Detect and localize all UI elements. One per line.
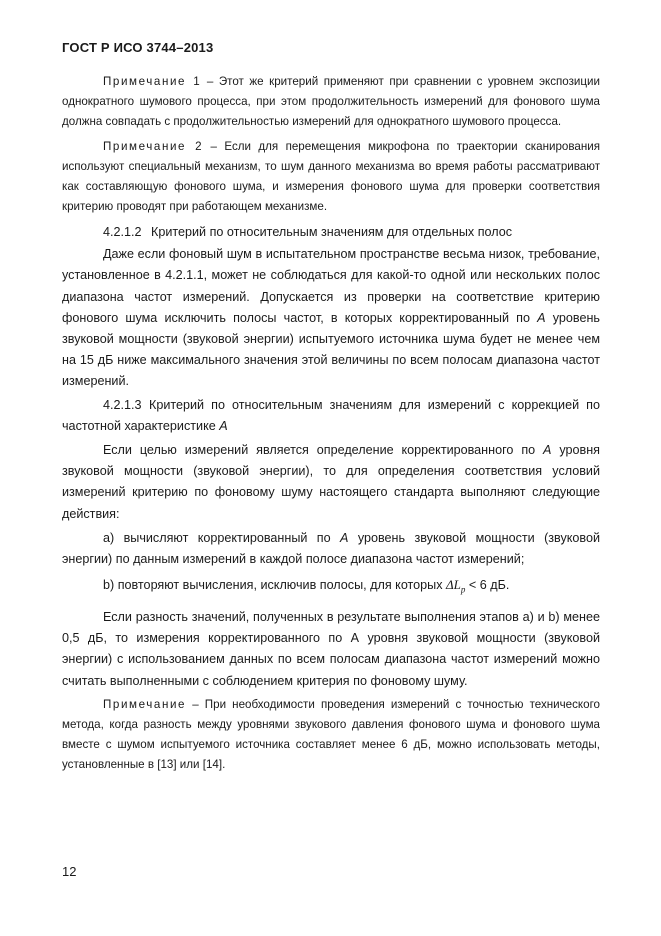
paragraph-difference: Если разность значений, полученных в результате выполнения этапов a) и b) менее 0,5 дБ, то измерения корректированного по А уровня звуковой мощности (звуковой энергии) с использованием данных по всем полосам диапазона частот измерений можно считать выполненными с соблюдением критерия по фоновому шуму.	[62, 610, 600, 688]
note-1-label: Примечание 1	[103, 75, 202, 88]
paragraph-4-2-1-3-part-b: уровня звуковой мощности (звуковой энергии), то для определения соответствия условий измерений критерию по фоновому шуму настоящего стандарта выполняют следующие действия:	[62, 443, 600, 521]
page-content	[62, 72, 600, 775]
section-title-4-2-1-2: Критерий по относительным значениям для отдельных полос	[151, 225, 513, 239]
section-heading-4-2-1-3	[62, 395, 600, 437]
paragraph-4-2-1-3	[62, 440, 600, 525]
paragraph-4-2-1-2-italic-a: А	[537, 310, 546, 325]
section-number-4-2-1-2: 4.2.1.2	[103, 225, 142, 239]
note-3	[62, 695, 600, 775]
section-heading-4-2-1-2	[62, 222, 600, 243]
paragraph-4-2-1-3-part-a: Если целью измерений является определение корректированного по	[103, 443, 544, 458]
note-3-text: – При необходимости проведения измерений с точностью технического метода, когда разность между уровнями звукового давления фонового шума и фонового шума вместе с шумом испытуемого источника составляет менее 6 дБ, можно использовать методы, установленные в [13] или [14].	[62, 697, 600, 771]
section-title-4-2-1-3: Критерий по относительным значениям для измерений с коррекцией по частотной характеристике	[62, 397, 600, 433]
p-subscript: p	[460, 584, 466, 595]
note-2-label: Примечание 2	[103, 140, 204, 153]
note-1	[62, 72, 600, 132]
note-1-text: – Этот же критерий применяют при сравнении с уровнем экспозиции однократного шумового процесса, при этом продолжительность измерений для фонового шума должна совпадать с продолжительностью измерений для однократного шумового процесса.	[62, 75, 601, 128]
note-2-text: – Если для перемещения микрофона по траектории сканирования используют специальный механизм, то шум данного механизма во время работы рассматривают как составляющую фонового шума, и измерения фонового шума для проверки соответствия критерию проводят при работающем механизме.	[62, 140, 600, 213]
delta-lp-formula	[446, 577, 466, 595]
list-item-a-post: уровень звуковой мощности (звуковой энергии) по данным измерений в каждой полосе диапазона частот измерений;	[62, 530, 600, 567]
note-3-label: Примечание	[103, 697, 187, 711]
list-item-b-post: < 6 дБ.	[465, 578, 510, 593]
section-title-4-2-1-3-italic: А	[219, 418, 228, 433]
document-header: ГОСТ Р ИСО 3744–2013	[62, 40, 214, 55]
list-item-a-italic: А	[340, 530, 349, 545]
paragraph-4-2-1-3-italic-a: А	[543, 443, 552, 458]
delta-l-symbol: ΔL	[446, 577, 461, 593]
section-number-4-2-1-3: 4.2.1.3	[103, 397, 142, 412]
paragraph-4-2-1-2	[62, 244, 600, 392]
page-number: 12	[62, 864, 77, 879]
list-item-a	[62, 528, 600, 570]
list-item-a-pre: a) вычисляют корректированный по	[103, 530, 341, 545]
list-item-b	[62, 574, 600, 601]
paragraph-4-2-1-2-part-a: Даже если фоновый шум в испытательном пространстве весьма низок, требование, установленное в 4.2.1.1, может не соблюдаться для какой-то одной или нескольких полос диапазона частот измерений. Допускается из проверки на соответствие критерию фонового шума исключить полосы частот, в которых корректированный по	[62, 247, 600, 325]
note-2	[62, 137, 600, 217]
paragraph-4-2-1-2-part-b: уровень звуковой мощности (звуковой энергии) испытуемого источника шума будет не менее чем на 15 дБ ниже максимального значения этой величины по всем полосам диапазона частот измерений.	[62, 310, 600, 389]
list-item-b-pre: b) повторяют вычисления, исключив полосы, для которых	[103, 578, 447, 593]
